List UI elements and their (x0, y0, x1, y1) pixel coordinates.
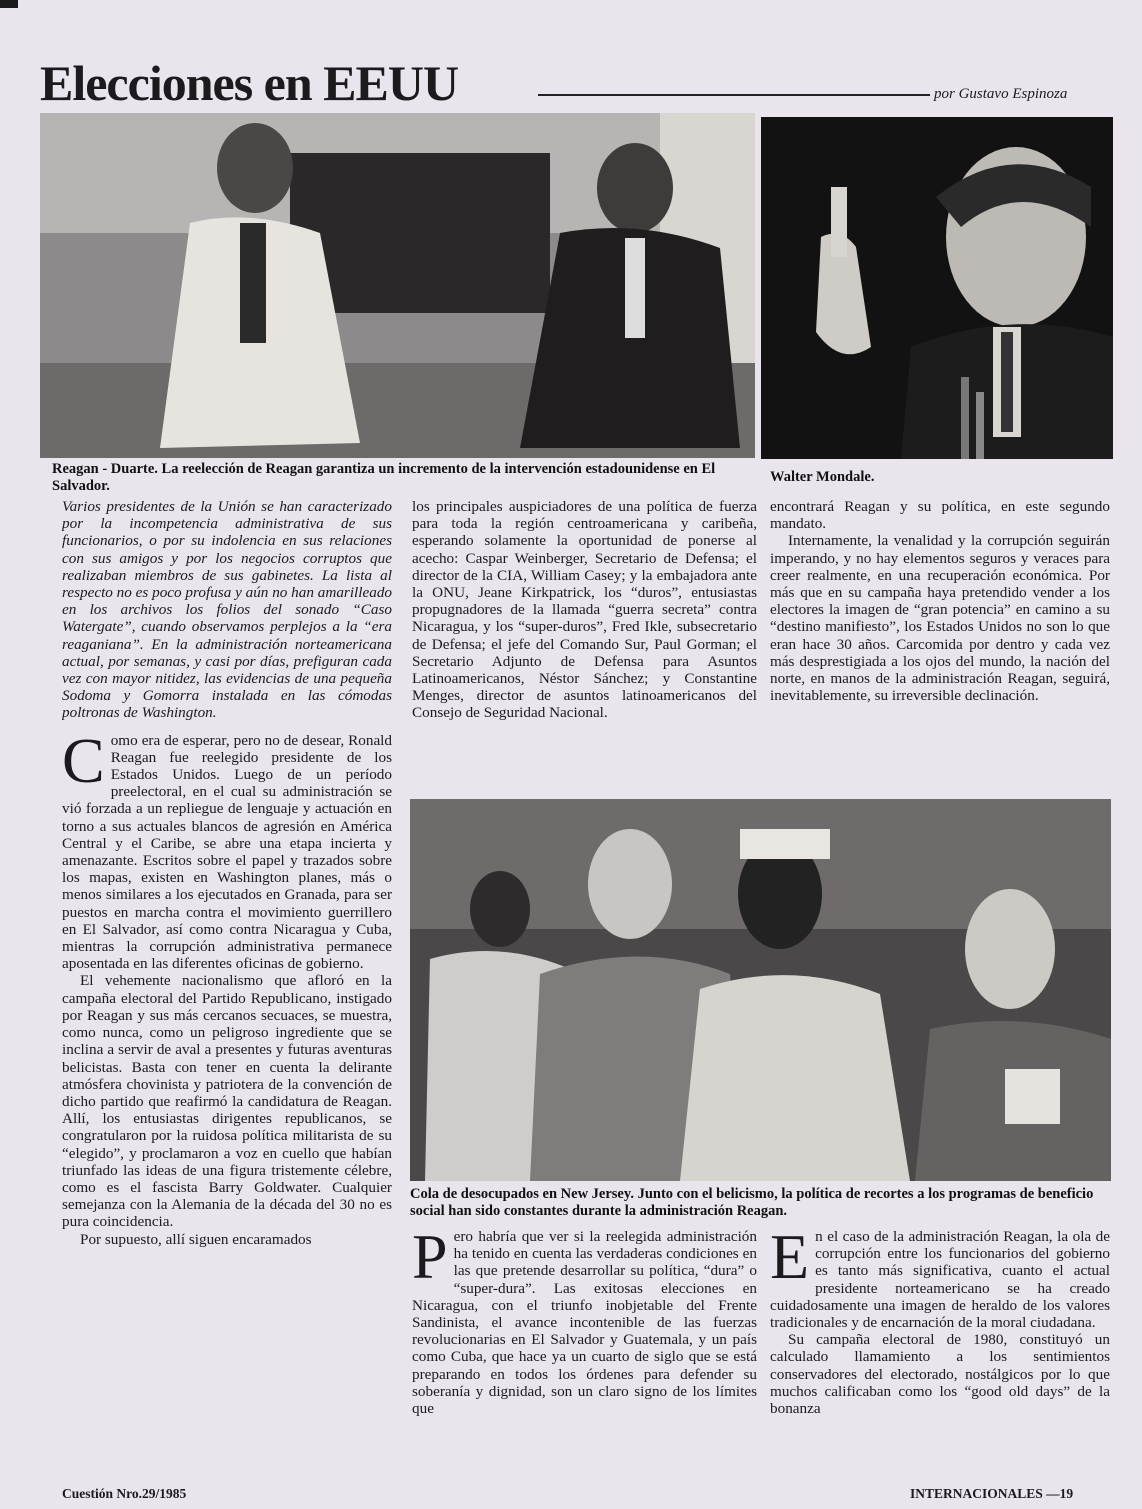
dropcap-p: P (412, 1228, 448, 1292)
paragraph-col3b: Internamente, la venalidad y la corrupción seguirán imperando, y no hay elementos seguros y veraces para creer realmente, en una recuperación económica. Por más que en su campaña haya pretendido vender a los electores la imagen de “gran potencia” en camino a su “destino manifiesto”, los Estados Unidos no son lo que eran hace 30 años. Carcomida por dentro y cada vez más desprestigiada a los ojos del mundo, la nación del norte, en manos de la administración Reagan, seguirá, inevitablemente, su irreversible declinación. (770, 532, 1110, 705)
footer-page: INTERNACIONALES —19 (910, 1486, 1074, 1501)
dropcap-c: C (62, 724, 105, 796)
paragraph-col3-bottom-2: Su campaña electoral de 1980, constituyó un calculado llamamiento a los sentimientos conservadores del electorado, nostálgicos por lo que muchos calificaban como los “good old days” de la bonanza (770, 1331, 1110, 1418)
paragraph-col3a: encontrará Reagan y su política, en este segundo mandato. (770, 498, 1110, 533)
photo-reagan-duarte (40, 113, 755, 458)
photo-desocupados (410, 799, 1111, 1181)
paragraph-col3-bottom (770, 1228, 1110, 1331)
dropcap-e: E (770, 1228, 810, 1292)
column-3-bottom (770, 1228, 1110, 1483)
article-title: Elecciones en EEUU (40, 55, 459, 111)
paragraph-col2: los principales auspiciadores de una política de fuerza para toda la región centroamericana y caribeña, esperando solamente la oportunidad de ponerse al acecho: Caspar Weinberger, Secretario de Defensa; el director de la CIA, William Casey; y la embajadora ante la ONU, Jeane Kirkpatrick, los “duros”, entusiastas propugnadores de la llamada “guerra secreta” contra Nicaragua, y los “super-duros”, Fred Ikle, subsecretario de Defensa; el jefe del Comando Sur, Paul Gorman; el Secretario Adjunto de Defensa para Asuntos Latinoamericanos, Néstor Sánchez; y Constantine Menges, director de asuntos latinoamericanos del Consejo de Seguridad Nacional. (412, 498, 757, 722)
paragraph-1-text: omo era de esperar, pero no de desear, Ronald Reagan fue reelegido presidente de los Estados Unidos. Luego de un período preelectoral, en el cual su administración se vió forzada a un repliegue de lenguaje y actuación en torno a sus actuales blancos de agresión en América Central y el Caribe, se abre una etapa incierta y amenazante. Escritos sobre el papel y trazados sobre los mapas, existen en Washington planes, más o menos similares a los ejecutados en Granada, para ser puestos en marcha contra el movimiento guerrillero en El Salvador, así como contra Nicaragua y Cuba, mientras la corrupción administrativa permanece aposentada en las diferentes oficinas de gobierno. (62, 731, 392, 973)
intro-paragraph: Varios presidentes de la Unión se han caracterizado por la incompetencia administrativa de sus funcionarios, o por su indolencia en sus relaciones con sus amigos y por los negocios corruptos que realizaban miembros de sus gabinetes. La lista al respecto no es poco profusa y aún no han amarilleado en los archivos los folios del sonado “Caso Watergate”, cuando observamos perplejos a la “era reaganiana”. En la administración norteamericana actual, por semanas, y casi por días, prefiguran cada vez con mayor nitidez, las evidencias de una pequeña Sodoma y Gomorra instalada en las cómodas poltronas de Washington. (62, 498, 392, 722)
paragraph-2: El vehemente nacionalismo que afloró en la campaña electoral del Partido Republicano, instigado por Reagan y sus más cercanos secuaces, se muestra, como nunca, como un peligroso ingrediente que se inclina a servir de aval a presentes y futuras aventuras belicistas. Basta con tener en cuenta la delirante atmósfera chovinista y patriotera de la convención de dicho partido que reafirmó la candidatura de Reagan. Allí, los entusiastas dirigentes republicanos, se congratularon por la ruidosa política militarista de su “elegido”, y proclamaron a voz en cuello que habían triunfado las ideas de una figura tristemente célebre, como es el fascista Barry Goldwater. Cualquier semejanza con la Alemania de la década del 30 no es pura coincidencia. (62, 972, 392, 1231)
photo-mondale (761, 117, 1113, 459)
footer-issue: Cuestión Nro.29/1985 (62, 1486, 187, 1501)
corner-mark (0, 0, 18, 8)
paragraph-3: Por supuesto, allí siguen encaramados (80, 1230, 312, 1248)
column-2-bottom (412, 1228, 757, 1483)
column-2-top (412, 498, 757, 788)
caption-mondale: Walter Mondale. (770, 469, 875, 485)
caption-reagan-duarte: Reagan - Duarte. La reelección de Reagan garantiza un incremento de la intervención estadounidense en El Salvador. (52, 461, 716, 494)
column-1 (62, 498, 392, 1483)
caption-desocupados: Cola de desocupados en New Jersey. Junto con el belicismo, la política de recortes a los programas de beneficio social han sido constantes durante la administración Reagan. (410, 1186, 1094, 1219)
paragraph-col2-bottom-text: ero habría que ver si la reelegida administración ha tenido en cuenta las verdaderas condiciones en las que pretende desarrollar su política, “dura” o “super-dura”. Las exitosas elecciones en Nicaragua, con el triunfo inobjetable del Frente Sandinista, el avance incontenible de las fuerzas revolucionarias en El Salvador y Guatemala, y un país como Cuba, que hace ya un cuarto de siglo que se está preparando en todos los órdenes para defender su soberanía y dignidad, son un claro signo de los límites que (412, 1228, 757, 1418)
paragraph-col2-bottom (412, 1228, 757, 1417)
paragraph-col3-bottom-text: n el caso de la administración Reagan, la ola de corrupción entre los funcionarios del gobierno es tanto más significativa, cuanto el actual presidente norteamericano se ha creado cuidadosamente una imagen de heraldo de los valores tradicionales y de encarnación de la moral ciudadana. (770, 1228, 1110, 1332)
byline: por Gustavo Espinoza (934, 86, 1068, 102)
paragraph-1 (62, 724, 392, 973)
title-rule (538, 94, 930, 96)
column-3-top (770, 498, 1110, 788)
